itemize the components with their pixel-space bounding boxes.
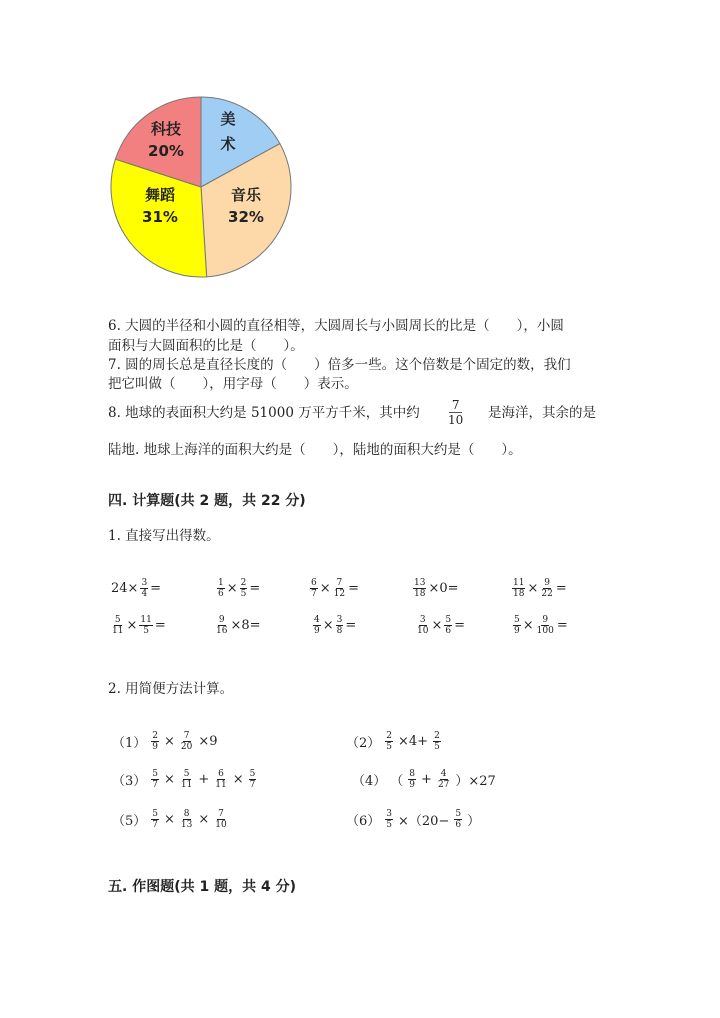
section-4-sub-1: 1. 直接写出得数。 — [108, 528, 220, 544]
fraction-numerator: 7 — [449, 398, 463, 413]
operator: × — [226, 581, 238, 596]
section-5-title: 五. 作图题(共 1 题，共 4 分) — [108, 879, 296, 895]
question-8-line-1b: 是海洋，其余的是 — [488, 405, 596, 421]
direct-r2c4 — [415, 615, 466, 636]
numerator: 4 — [314, 615, 320, 625]
denominator: 9 — [514, 626, 520, 636]
operator: × — [164, 772, 175, 787]
numerator: 7 — [336, 578, 343, 588]
denominator: 10 — [215, 820, 227, 830]
denominator: 11 — [112, 626, 124, 636]
denominator: 5 — [434, 742, 440, 752]
equals: = — [555, 581, 567, 596]
numerator: 5 — [445, 615, 452, 625]
tail: ×9 — [198, 734, 218, 749]
close-paren: ）×27 — [455, 774, 496, 789]
operator: + — [421, 772, 432, 787]
operator: × — [232, 772, 244, 787]
numerator: 5 — [152, 809, 159, 819]
direct-r2c2 — [214, 615, 262, 636]
operator: × — [164, 734, 175, 749]
numerator: 5 — [514, 615, 520, 625]
problem-label: （5） — [112, 814, 147, 829]
denominator: 22 — [541, 589, 553, 599]
denominator: 27 — [437, 780, 450, 790]
numerator: 5 — [455, 809, 462, 819]
denominator: 8 — [336, 626, 343, 636]
simple-problem-5 — [112, 809, 229, 830]
numerator: 9 — [544, 578, 550, 588]
direct-r1c1 — [110, 578, 162, 599]
denominator: 18 — [513, 589, 525, 599]
operator: × — [431, 618, 443, 633]
numerator: 5 — [183, 769, 190, 779]
numerator: 3 — [386, 809, 393, 819]
denominator: 9 — [314, 626, 320, 636]
denominator: 7 — [152, 820, 159, 830]
question-8-line-2: 陆地. 地球上海洋的面积大约是（ ），陆地的面积大约是（ ）。 — [108, 442, 522, 458]
pie-label-keji: 科技 — [150, 120, 182, 138]
denominator: 18 — [414, 589, 426, 599]
denominator: 13 — [180, 820, 193, 830]
pie-label-wudao: 舞蹈 — [144, 186, 176, 204]
denominator: 20 — [180, 742, 193, 752]
denominator: 7 — [152, 780, 159, 790]
numerator: 3 — [336, 615, 343, 625]
denominator: 100 — [536, 626, 554, 636]
numerator: 3 — [141, 578, 148, 588]
numerator: 9 — [218, 615, 225, 625]
numerator: 2 — [240, 578, 247, 588]
denominator: 5 — [386, 742, 393, 752]
equals: = — [556, 618, 568, 633]
denominator: 6 — [455, 820, 462, 830]
denominator: 4 — [141, 589, 148, 599]
section-4-sub-2: 2. 用简便方法计算。 — [108, 681, 234, 697]
close-paren: ） — [467, 814, 481, 829]
problem-label: （2） — [346, 736, 381, 751]
numerator: 4 — [440, 769, 447, 779]
numerator: 7 — [183, 731, 190, 741]
pie-chart — [108, 94, 294, 284]
numerator: 3 — [419, 615, 426, 625]
denominator: 12 — [333, 589, 346, 599]
simple-problem-6 — [346, 809, 480, 830]
numerator: 5 — [249, 769, 256, 779]
question-8-fraction — [446, 398, 465, 427]
simple-problem-3 — [112, 769, 257, 790]
numerator: 2 — [386, 731, 393, 741]
denominator: 5 — [386, 820, 393, 830]
problem-label: （4） — [352, 774, 387, 789]
numerator: 8 — [409, 769, 416, 779]
direct-r1c4 — [412, 578, 460, 599]
denominator: 10 — [417, 626, 429, 636]
equals: = — [249, 581, 261, 596]
numerator: 7 — [218, 809, 224, 819]
denominator: 5 — [240, 589, 247, 599]
denominator: 6 — [218, 589, 224, 599]
equals: = — [454, 618, 465, 633]
pie-label-meishu-2: 术 — [220, 135, 236, 153]
direct-r1c3 — [309, 578, 360, 599]
numerator: 6 — [218, 769, 224, 779]
equals: = — [150, 581, 162, 596]
numerator: 11 — [140, 615, 152, 625]
problem-label: （3） — [112, 774, 147, 789]
numerator: 8 — [183, 809, 190, 819]
pie-label-meishu-1: 美 — [220, 110, 236, 128]
problem-label: （1） — [112, 736, 147, 751]
section-4-title: 四. 计算题(共 2 题，共 22 分) — [108, 493, 306, 509]
denominator: 7 — [311, 589, 317, 599]
equals: = — [348, 581, 359, 596]
denominator: 9 — [152, 742, 159, 752]
operator: + — [198, 772, 210, 787]
middle: ×4+ — [398, 734, 429, 749]
direct-r1c2 — [216, 578, 261, 599]
pie-label-keji-pct: 20% — [148, 142, 184, 160]
direct-r1c5 — [511, 578, 568, 599]
operator: × — [198, 812, 210, 827]
numerator: 5 — [114, 615, 121, 625]
pie-label-wudao-pct: 31% — [142, 208, 178, 226]
text: 24× — [111, 581, 139, 596]
equals: = — [154, 618, 166, 633]
numerator: 13 — [414, 578, 426, 588]
simple-problem-4 — [352, 769, 496, 790]
direct-r2c1 — [110, 615, 167, 636]
operator: × — [322, 618, 334, 633]
numerator: 9 — [542, 615, 549, 625]
operator: × — [126, 618, 138, 633]
denominator: 5 — [143, 626, 149, 636]
open-paren: （ — [390, 774, 404, 789]
question-6-line-2: 面积与大圆面积的比是（ ）。 — [108, 338, 304, 354]
operator: × — [527, 581, 539, 596]
numerator: 2 — [152, 731, 159, 741]
text: ×8= — [230, 618, 261, 633]
pie-label-yinyue-pct: 32% — [228, 208, 264, 226]
numerator: 1 — [218, 578, 224, 588]
text: ×0= — [428, 581, 459, 596]
direct-r2c3 — [312, 615, 357, 636]
question-7-line-2: 把它叫做（ ），用字母（ ）表示。 — [108, 376, 358, 392]
pie-label-yinyue: 音乐 — [230, 186, 262, 204]
simple-problem-2 — [346, 731, 442, 752]
denominator: 7 — [249, 780, 256, 790]
problem-label: （6） — [346, 814, 381, 829]
simple-problem-1 — [112, 731, 218, 752]
direct-r2c5 — [512, 615, 569, 636]
numerator: 5 — [152, 769, 159, 779]
denominator: 16 — [216, 626, 228, 636]
denominator: 11 — [215, 780, 227, 790]
question-8-line-1a: 8. 地球的表面积大约是 51000 万平方千米，其中约 — [108, 405, 420, 421]
denominator: 11 — [180, 780, 193, 790]
numerator: 6 — [311, 578, 317, 588]
question-7-line-1: 7. 圆的周长总是直径长度的（ ）倍多一些。这个倍数是个固定的数，我们 — [108, 357, 571, 373]
denominator: 9 — [409, 780, 416, 790]
operator: × — [164, 812, 175, 827]
operator: × — [319, 581, 331, 596]
middle: ×（20− — [398, 814, 450, 829]
fraction-denominator: 10 — [448, 413, 464, 427]
numerator: 11 — [513, 578, 525, 588]
denominator: 6 — [445, 626, 452, 636]
question-6-line-1: 6. 大圆的半径和小圆的直径相等，大圆周长与小圆周长的比是（ ），小圆 — [108, 318, 564, 334]
numerator: 2 — [434, 731, 440, 741]
pie-chart-svg — [108, 94, 294, 280]
operator: × — [522, 618, 534, 633]
equals: = — [345, 618, 357, 633]
